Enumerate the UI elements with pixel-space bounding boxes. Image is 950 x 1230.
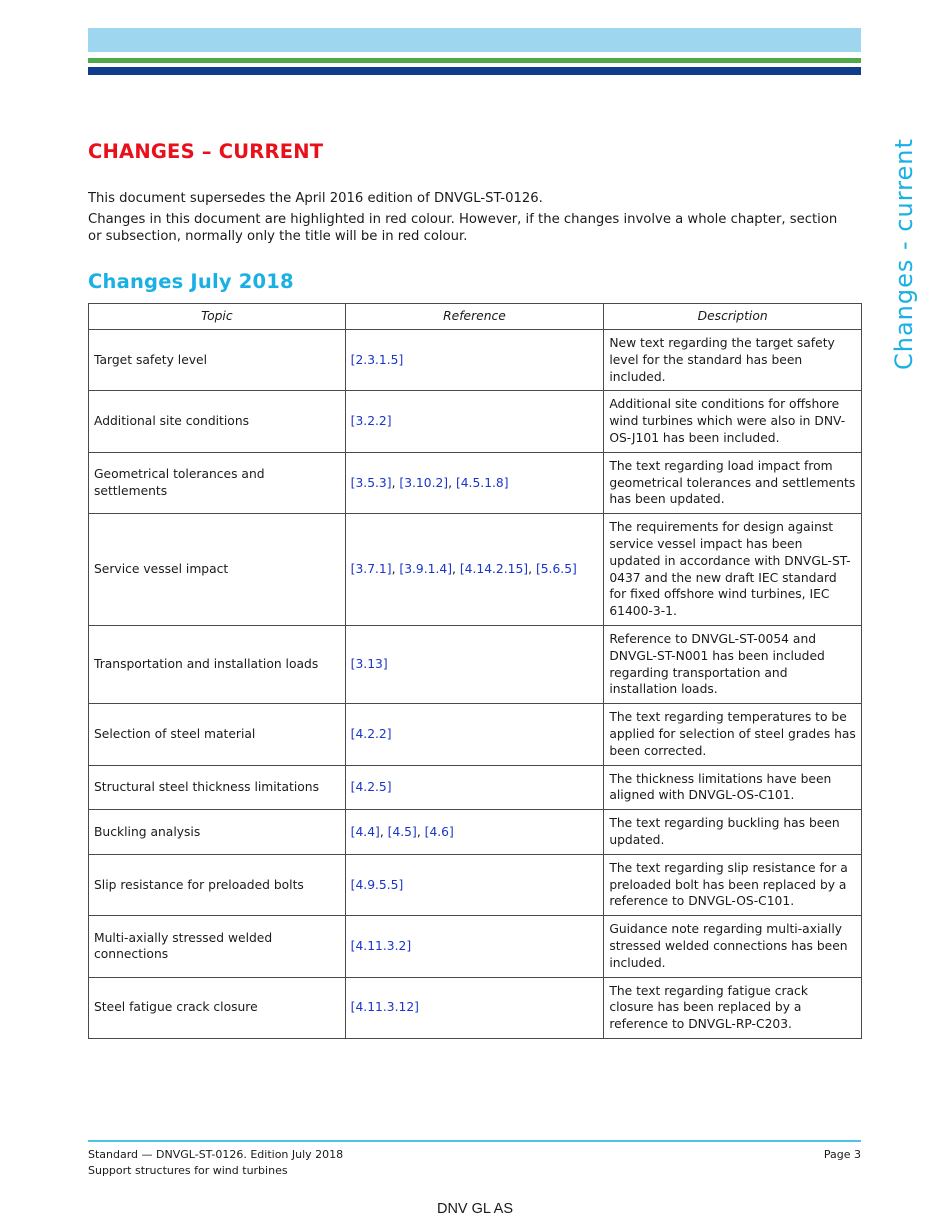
table-row <box>89 704 862 765</box>
reference-cell <box>345 765 604 810</box>
table-row <box>89 625 862 703</box>
company-name: DNV GL AS <box>436 1201 514 1217</box>
reference-separator: , <box>391 562 400 577</box>
header-band-green <box>88 58 861 63</box>
reference-link[interactable]: [4.2.2] <box>350 726 392 741</box>
topic-cell: Steel fatigue crack closure <box>89 977 346 1038</box>
topic-cell: Target safety level <box>89 330 346 391</box>
table-row <box>89 391 862 452</box>
footer-page-number: Page 3 <box>823 1148 861 1161</box>
reference-separator: , <box>379 824 388 839</box>
changes-table-body <box>89 330 862 1039</box>
reference-link[interactable]: [4.2.5] <box>350 779 392 794</box>
header-band-light <box>88 28 861 52</box>
intro-paragraph-supersedes: This document supersedes the April 2016 edition of DNVGL-ST-0126. <box>88 191 543 206</box>
table-row <box>89 765 862 810</box>
description-cell: The text regarding slip resistance for a preloaded bolt has been replaced by a reference to DNVGL-OS-C101. <box>604 854 862 915</box>
reference-link[interactable]: [3.2.2] <box>350 414 392 429</box>
reference-link[interactable]: [4.5] <box>387 824 417 839</box>
intro-paragraph-highlight: Changes in this document are highlighted in red colour. However, if the changes involve a whole chapter, section or subsection, normally only the title will be in red colour. <box>88 212 838 244</box>
footer-standard: Standard — DNVGL-ST-0126. Edition July 2018 <box>88 1148 344 1161</box>
column-header-description: Description <box>604 304 862 330</box>
changes-table <box>88 303 862 1039</box>
table-row <box>89 916 862 977</box>
reference-cell <box>345 514 604 626</box>
topic-cell: Slip resistance for preloaded bolts <box>89 854 346 915</box>
reference-separator: , <box>391 475 400 490</box>
reference-link[interactable]: [4.11.3.2] <box>350 938 412 953</box>
description-cell: Additional site conditions for offshore wind turbines which were also in DNV-OS-J101 has been included. <box>604 391 862 452</box>
reference-link[interactable]: [3.7.1] <box>350 562 392 577</box>
description-cell: The requirements for design against service vessel impact has been updated in accordance with DNVGL-ST-0437 and the new draft IEC standard for fixed offshore wind turbines, IEC 61400-3-1. <box>604 514 862 626</box>
reference-cell <box>345 391 604 452</box>
description-cell: The text regarding buckling has been updated. <box>604 810 862 855</box>
description-cell: The text regarding temperatures to be applied for selection of steel grades has been corrected. <box>604 704 862 765</box>
reference-cell <box>345 330 604 391</box>
reference-cell <box>345 977 604 1038</box>
reference-link[interactable]: [3.10.2] <box>399 475 449 490</box>
description-cell: New text regarding the target safety level for the standard has been included. <box>604 330 862 391</box>
column-header-reference: Reference <box>345 304 604 330</box>
reference-link[interactable]: [3.9.1.4] <box>399 562 453 577</box>
table-row <box>89 452 862 513</box>
reference-link[interactable]: [4.11.3.12] <box>350 1000 419 1015</box>
reference-link[interactable]: [4.6] <box>424 824 454 839</box>
reference-link[interactable]: [4.9.5.5] <box>350 877 404 892</box>
description-cell: The text regarding load impact from geometrical tolerances and settlements has been updated. <box>604 452 862 513</box>
reference-link[interactable]: [3.13] <box>350 657 388 672</box>
reference-link[interactable]: [4.5.1.8] <box>455 475 509 490</box>
topic-cell: Structural steel thickness limitations <box>89 765 346 810</box>
footer-title: Support structures for wind turbines <box>88 1164 288 1177</box>
header-band-navy <box>88 67 861 75</box>
reference-separator: , <box>448 475 456 490</box>
reference-link[interactable]: [3.5.3] <box>350 475 392 490</box>
topic-cell: Transportation and installation loads <box>89 625 346 703</box>
reference-cell <box>345 625 604 703</box>
table-row <box>89 977 862 1038</box>
column-header-topic: Topic <box>89 304 346 330</box>
description-cell: The thickness limitations have been aligned with DNVGL-OS-C101. <box>604 765 862 810</box>
topic-cell: Service vessel impact <box>89 514 346 626</box>
footer-info <box>88 1147 343 1179</box>
topic-cell: Multi-axially stressed welded connections <box>89 916 346 977</box>
changes-subheading: Changes July 2018 <box>88 270 294 293</box>
footer-rule <box>88 1140 861 1142</box>
reference-cell <box>345 704 604 765</box>
description-cell: Reference to DNVGL-ST-0054 and DNVGL-ST-N001 has been included regarding transportation and installation loads. <box>604 625 862 703</box>
reference-cell <box>345 452 604 513</box>
table-header-row <box>89 304 862 330</box>
topic-cell: Geometrical tolerances and settlements <box>89 452 346 513</box>
description-cell: Guidance note regarding multi-axially stressed welded connections has been included. <box>604 916 862 977</box>
reference-cell <box>345 810 604 855</box>
topic-cell: Selection of steel material <box>89 704 346 765</box>
reference-link[interactable]: [2.3.1.5] <box>350 352 404 367</box>
table-row <box>89 810 862 855</box>
reference-separator: , <box>416 824 425 839</box>
table-row <box>89 330 862 391</box>
reference-cell <box>345 854 604 915</box>
reference-link[interactable]: [5.6.5] <box>535 562 577 577</box>
reference-link[interactable]: [4.4] <box>350 824 380 839</box>
reference-cell <box>345 916 604 977</box>
side-tab-label: Changes - current <box>890 138 918 370</box>
reference-separator: , <box>452 562 460 577</box>
reference-link[interactable]: [4.14.2.15] <box>459 562 529 577</box>
page-heading: CHANGES – CURRENT <box>88 140 324 163</box>
reference-separator: , <box>528 562 536 577</box>
description-cell: The text regarding fatigue crack closure has been replaced by a reference to DNVGL-RP-C203. <box>604 977 862 1038</box>
topic-cell: Additional site conditions <box>89 391 346 452</box>
topic-cell: Buckling analysis <box>89 810 346 855</box>
intro-text <box>88 190 848 249</box>
table-row <box>89 514 862 626</box>
table-row <box>89 854 862 915</box>
